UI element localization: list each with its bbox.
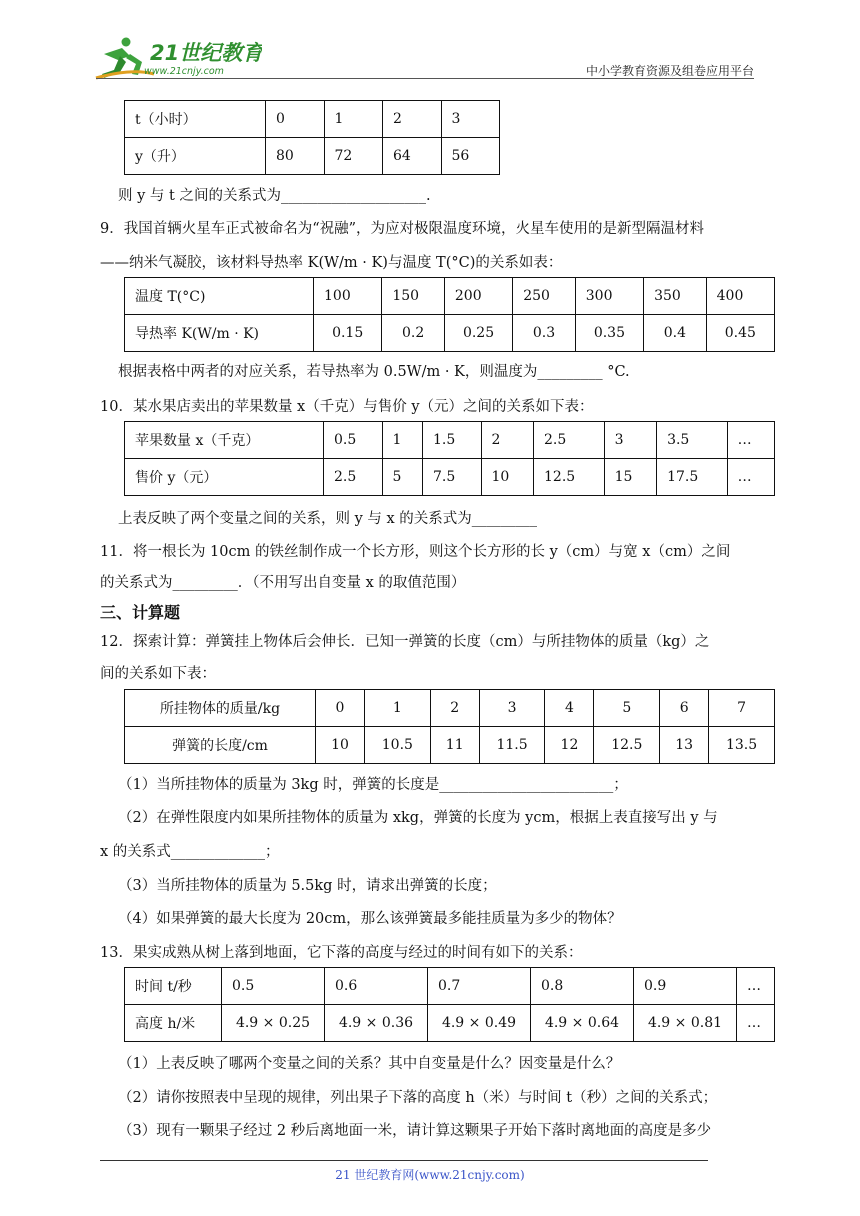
q12-part-2b: x 的关系式_____________；: [100, 844, 280, 860]
table-cell: …: [737, 968, 775, 1005]
table-cell: 64: [383, 138, 442, 175]
table-cell: 400: [706, 278, 774, 315]
table-cell: 72: [324, 138, 383, 175]
table-cell: 2: [481, 422, 534, 459]
table-cell: y（升）: [125, 138, 266, 175]
table-cell: 15: [604, 459, 657, 496]
table-cell: 11.5: [479, 727, 545, 764]
table-cell: 56: [441, 138, 500, 175]
q10-text-1: 10．某水果店卖出的苹果数量 x（千克）与售价 y（元）之间的关系如下表：: [100, 399, 594, 415]
q11-text-1: 11．将一根长为 10cm 的铁丝制作成一个长方形，则这个长方形的长 y（cm）与宽 x（cm）之间: [100, 544, 731, 560]
table-row: [125, 690, 775, 727]
table-cell: 7.5: [422, 459, 481, 496]
table-cell: 4.9 × 0.64: [531, 1005, 634, 1042]
header-platform-name: 中小学教育资源及组卷应用平台: [585, 64, 754, 78]
table-cell: 350: [644, 278, 707, 315]
table-row: [125, 422, 775, 459]
q12-part-4: （4）如果弹簧的最大长度为 20cm，那么该弹簧最多能挂质量为多少的物体？: [118, 911, 622, 927]
table-cell: 0.4: [644, 315, 707, 352]
table-cell: 1: [364, 690, 430, 727]
table-q9: [124, 277, 775, 352]
table-row: [125, 278, 775, 315]
table-cell: 3: [604, 422, 657, 459]
table-cell: 0.2: [382, 315, 445, 352]
q12-text-2: 间的关系如下表：: [100, 666, 216, 682]
table-q8: [124, 100, 500, 175]
table-cell: 4.9 × 0.25: [222, 1005, 325, 1042]
table-cell: 售价 y（元）: [125, 459, 324, 496]
table-cell: 0.8: [531, 968, 634, 1005]
footer-divider: [100, 1160, 708, 1161]
logo: [92, 34, 262, 82]
table-cell: 0: [316, 690, 365, 727]
table-cell: 4.9 × 0.49: [428, 1005, 531, 1042]
table-cell: …: [727, 459, 774, 496]
q11-text-2: 的关系式为_________．（不用写出自变量 x 的取值范围）: [100, 575, 466, 591]
table-cell: 0.9: [634, 968, 737, 1005]
table-cell: …: [737, 1005, 775, 1042]
q12-part-1: （1）当所挂物体的质量为 3kg 时，弹簧的长度是________________________；: [118, 777, 628, 793]
table-cell: 10: [316, 727, 365, 764]
table-cell: 11: [430, 727, 479, 764]
table-cell: 苹果数量 x（千克）: [125, 422, 324, 459]
table-cell: 12: [545, 727, 594, 764]
table-cell: 17.5: [657, 459, 728, 496]
q10-answer-line: 上表反映了两个变量之间的关系，则 y 与 x 的关系式为_________: [118, 511, 538, 527]
table-row: [125, 459, 775, 496]
table-cell: 0.35: [575, 315, 643, 352]
table-cell: 100: [314, 278, 382, 315]
table-row: [125, 138, 500, 175]
table-cell: 导热率 K(W/m · K): [125, 315, 314, 352]
table-cell: 温度 T(°C): [125, 278, 314, 315]
q13-text-1: 13．果实成熟从树上落到地面，它下落的高度与经过的时间有如下的关系：: [100, 945, 583, 961]
table-cell: t（小时）: [125, 101, 266, 138]
table-cell: 5: [382, 459, 422, 496]
q9-text-2: ——纳米气凝胶，该材料导热率 K(W/m · K)与温度 T(°C)的关系如表：: [100, 255, 563, 271]
q13-part-3: （3）现有一颗果子经过 2 秒后离地面一米，请计算这颗果子开始下落时离地面的高度是多少: [118, 1123, 712, 1139]
table-q10: [124, 421, 775, 496]
table-cell: 0.6: [325, 968, 428, 1005]
q9-answer-line: 根据表格中两者的对应关系，若导热率为 0.5W/m · K，则温度为_________ °C.: [118, 364, 630, 380]
table-cell: 0.5: [222, 968, 325, 1005]
q13-part-1: （1）上表反映了哪两个变量之间的关系？其中自变量是什么？因变量是什么？: [118, 1056, 621, 1072]
q12-text-1: 12．探索计算：弹簧挂上物体后会伸长．已知一弹簧的长度（cm）与所挂物体的质量（kg）之: [100, 634, 710, 650]
table-cell: 6: [660, 690, 709, 727]
table-cell: 时间 t/秒: [125, 968, 222, 1005]
table-cell: 0.3: [513, 315, 576, 352]
footer-text: 21 世纪教育网(www.21cnjy.com): [335, 1168, 525, 1182]
table-cell: 3: [441, 101, 500, 138]
table-cell: 80: [266, 138, 325, 175]
table-q13: [124, 967, 775, 1042]
header-divider: [96, 78, 754, 79]
q8-answer-line: 则 y 与 t 之间的关系式为____________________.: [118, 188, 431, 204]
table-cell: 0.15: [314, 315, 382, 352]
table-cell: 4.9 × 0.36: [325, 1005, 428, 1042]
q9-text-1: 9．我国首辆火星车正式被命名为“祝融”，为应对极限温度环境，火星车使用的是新型隔温材料: [100, 221, 705, 237]
table-cell: …: [727, 422, 774, 459]
table-cell: 7: [709, 690, 775, 727]
table-cell: 5: [594, 690, 660, 727]
table-q12: [124, 689, 775, 764]
table-cell: 2: [430, 690, 479, 727]
table-cell: 10: [481, 459, 534, 496]
logo-url: www.21cnjy.com: [144, 66, 224, 77]
table-cell: 2: [383, 101, 442, 138]
logo-title: 21世纪教育: [150, 41, 262, 65]
table-row: [125, 1005, 775, 1042]
table-cell: 4.9 × 0.81: [634, 1005, 737, 1042]
table-cell: 1.5: [422, 422, 481, 459]
table-cell: 0: [266, 101, 325, 138]
table-cell: 高度 h/米: [125, 1005, 222, 1042]
q12-part-2a: （2）在弹性限度内如果所挂物体的质量为 xkg，弹簧的长度为 ycm，根据上表直接写出 y 与: [118, 810, 718, 826]
q12-part-3: （3）当所挂物体的质量为 5.5kg 时，请求出弹簧的长度；: [118, 878, 497, 894]
table-cell: 1: [324, 101, 383, 138]
table-cell: 10.5: [364, 727, 430, 764]
table-cell: 3: [479, 690, 545, 727]
q13-part-2: （2）请你按照表中呈现的规律，列出果子下落的高度 h（米）与时间 t（秒）之间的关系式；: [118, 1090, 718, 1106]
table-cell: 12.5: [594, 727, 660, 764]
table-row: [125, 968, 775, 1005]
table-cell: 2.5: [534, 422, 605, 459]
table-cell: 3.5: [657, 422, 728, 459]
table-cell: 所挂物体的质量/kg: [125, 690, 316, 727]
table-cell: 250: [513, 278, 576, 315]
section-title: 三、计算题: [100, 603, 181, 622]
table-cell: 4: [545, 690, 594, 727]
table-cell: 13: [660, 727, 709, 764]
table-cell: 0.45: [706, 315, 774, 352]
table-cell: 弹簧的长度/cm: [125, 727, 316, 764]
table-cell: 150: [382, 278, 445, 315]
table-cell: 300: [575, 278, 643, 315]
table-row: [125, 727, 775, 764]
table-row: [125, 315, 775, 352]
table-cell: 0.25: [444, 315, 512, 352]
table-row: [125, 101, 500, 138]
table-cell: 12.5: [534, 459, 605, 496]
table-cell: 0.7: [428, 968, 531, 1005]
table-cell: 13.5: [709, 727, 775, 764]
runner-logo-icon: [92, 34, 262, 82]
table-cell: 0.5: [324, 422, 383, 459]
table-cell: 1: [382, 422, 422, 459]
table-cell: 200: [444, 278, 512, 315]
table-cell: 2.5: [324, 459, 383, 496]
